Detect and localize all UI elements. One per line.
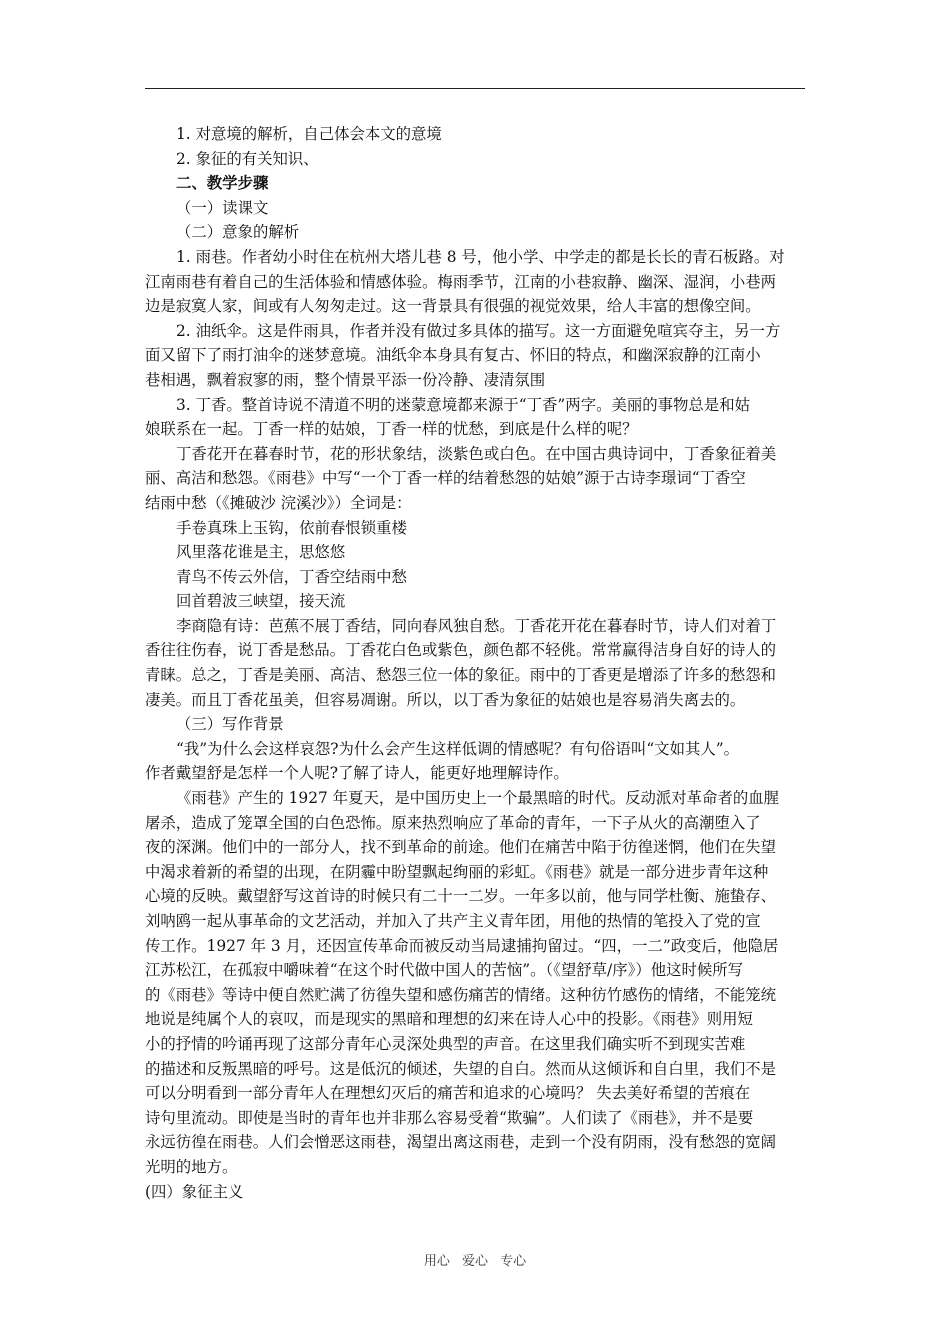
poem-line: 回首碧波三峡望，接天流 [176, 592, 346, 611]
text-line: 凄美。而且丁香花虽美，但容易凋谢。所以，以丁香为象征的姑娘也是容易消失离去的。 [145, 690, 746, 709]
header-rule [145, 88, 805, 89]
poem-line: 手卷真珠上玉钩，依前春恨锁重楼 [176, 518, 407, 537]
text-line: 地说是纯属个人的哀叹，而是现实的黑暗和理想的幻来在诗人心中的投影。《雨巷》则用短 [145, 1010, 753, 1029]
text-line: 丽、高洁和愁怨。《雨巷》中写“一个丁香一样的结着愁怨的姑娘”源于古诗李璟词“丁香空 [145, 469, 746, 488]
poem-line: 风里落花谁是主，思悠悠 [176, 543, 346, 562]
text-line: 作者戴望舒是怎样一个人呢?了解了诗人，能更好地理解诗作。 [145, 764, 569, 783]
text-line: 心境的反映。戴望舒写这首诗的时候只有二十一二岁。一年多以前，他与同学杜衡、施蛰存、 [145, 887, 777, 906]
text-line: 3. 丁香。整首诗说不清道不明的迷蒙意境都来源于“丁香”两字。美丽的事物总是和姑 [176, 395, 750, 414]
section-heading: 二、教学步骤 [176, 174, 269, 193]
text-line: 江苏松江，在孤寂中嚼味着“在这个时代做中国人的苦恼”。（《望舒草/序》）他这时候所写 [145, 961, 744, 980]
text-line: 小的抒情的吟诵再现了这部分青年心灵深处典型的声音。在这里我们确实听不到现实苦难 [145, 1034, 746, 1053]
text-line: 丁香花开在暮春时节，花的形状象结，淡紫色或白色。在中国古典诗词中，丁香象征着美 [176, 444, 777, 463]
text-line: 2. 象征的有关知识、 [176, 149, 319, 168]
text-line: 1. 对意境的解析，自己体会本文的意境 [176, 125, 442, 143]
text-line: 中渴求着新的希望的出现，在阴霾中盼望飘起绚丽的彩虹。《雨巷》就是一部分进步青年这种 [145, 862, 769, 881]
poem-line: 青鸟不传云外信，丁香空结雨中愁 [176, 567, 407, 586]
text-line: 青睐。总之，丁香是美丽、高洁、愁怨三位一体的象征。雨中的丁香更是增添了许多的愁怨和 [145, 666, 777, 685]
text-line: 可以分明看到一部分青年人在理想幻灭后的痛苦和追求的心境吗？ 失去美好希望的苦痕在 [145, 1084, 751, 1103]
text-line: 屠杀，造成了笼罩全国的白色恐怖。原来热烈响应了革命的青年，一下子从火的高潮堕入了 [145, 813, 761, 832]
text-line: 巷相遇，飘着寂寥的雨，整个情景平添一份冷静、凄清氛围 [145, 370, 546, 389]
text-line: 永远彷徨在雨巷。人们会憎恶这雨巷，渴望出离这雨巷，走到一个没有阴雨，没有愁怨的宽阔 [145, 1133, 777, 1152]
subsection-heading: （二）意象的解析 [176, 223, 300, 242]
subsection-heading: （一）读课文 [176, 198, 269, 217]
text-line: 2. 油纸伞。这是件雨具，作者并没有做过多具体的描写。这一方面避免喧宾夺主，另一方 [176, 321, 781, 340]
page-footer: 用心 爱心 专心 [423, 1254, 527, 1269]
text-line: 的《雨巷》等诗中便自然贮满了彷徨失望和感伤痛苦的情绪。这种彷竹感伤的情绪，不能笼统 [145, 985, 777, 1004]
text-line: 1. 雨巷。作者幼小时住在杭州大塔儿巷 8 号，他小学、中学走的都是长长的青石板路。对 [176, 247, 785, 266]
text-line: 面又留下了雨打油伞的迷梦意境。油纸伞本身具有复古、怀旧的特点，和幽深寂静的江南小 [145, 346, 761, 365]
subsection-heading: （三）写作背景 [176, 715, 284, 734]
text-line: 边是寂寞人家，间或有人匆匆走过。这一背景具有很强的视觉效果，给人丰富的想像空间。 [145, 297, 761, 316]
text-line: 刘呐鸥一起从事革命的文艺活动，并加入了共产主义青年团，用他的热情的笔投入了党的宣 [145, 912, 761, 930]
text-line: 的描述和反叛黑暗的呼号。这是低沉的倾述，失望的自白。然而从这倾诉和自白里，我们不是 [145, 1059, 777, 1078]
text-line: “我”为什么会这样哀怨?为什么会产生这样低调的情感呢？有句俗语叫“文如其人”。 [176, 739, 740, 758]
text-line: (四）象征主义 [145, 1182, 244, 1201]
text-line: 诗句里流动。即使是当时的青年也并非那么容易受着“欺骗”。人们读了《雨巷》，并不是要 [145, 1108, 754, 1127]
text-line: 《雨巷》产生的 1927 年夏天，是中国历史上一个最黑暗的时代。反动派对革命者的血腥 [176, 789, 780, 808]
text-line: 结雨中愁（《摊破沙 浣溪沙》）全词是： [145, 493, 412, 512]
text-line: 李商隐有诗：芭蕉不展丁香结，同向春风独自愁。丁香花开花在暮春时节，诗人们对着丁 [176, 616, 777, 635]
text-line: 娘联系在一起。丁香一样的姑娘，丁香一样的忧愁，到底是什么样的呢？ [145, 420, 638, 439]
text-line: 夜的深渊。他们中的一部分人，找不到革命的前途。他们在痛苦中陷于彷徨迷惘，他们在失望 [145, 838, 777, 857]
text-line: 香往往伤春，说丁香是愁品。丁香花白色或紫色，颜色都不轻佻。常常赢得洁身自好的诗人的 [145, 641, 777, 660]
text-line: 光明的地方。 [145, 1157, 238, 1176]
document-body [145, 122, 815, 1204]
text-line: 传工作。1927 年 3 月，还因宣传革命而被反动当局逮捕拘留过。“四，一二”政变后，他隐居 [145, 936, 779, 955]
text-line: 江南雨巷有着自己的生活体验和情感体验。梅雨季节，江南的小巷寂静、幽深、湿润，小巷两 [145, 272, 777, 291]
